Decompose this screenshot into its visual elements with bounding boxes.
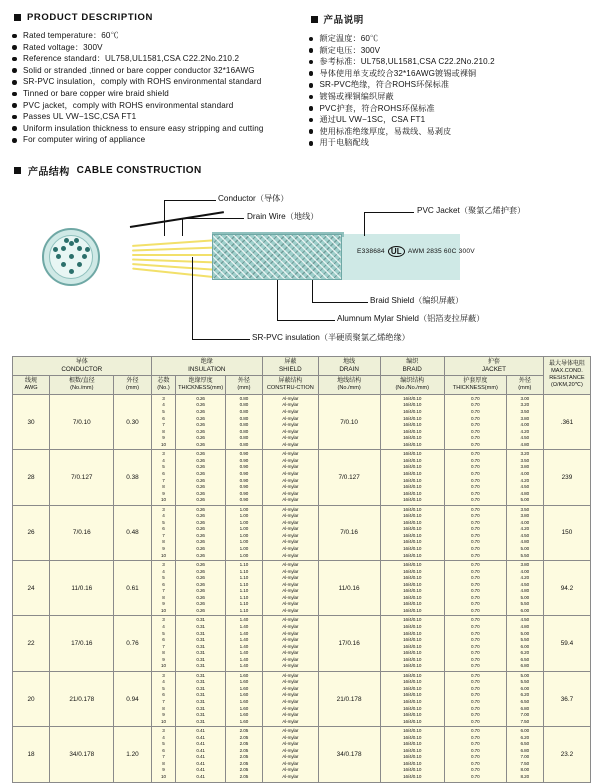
cell-conductor: 7/0.127: [50, 450, 114, 505]
leader-line: [182, 218, 183, 236]
group-header-insulation: 绝缘 INSULATION: [151, 356, 262, 375]
table-row: [13, 450, 591, 505]
leader-line: [312, 302, 368, 303]
cell-awg: 24: [13, 561, 50, 616]
cell-insulation-thickness: 0.26 0.26 0.26 0.26 0.26 0.26 0.26 0.26: [176, 394, 226, 449]
cell-awg: 18: [13, 727, 50, 782]
cell-braid: 16/4/0.10 16/4/0.10 16/4/0.10 16/4/0.10 16/4/0.10 16/4/0.10 16/4/0.10 16/4/0.10: [380, 727, 444, 782]
cell-cores: 3 4 5 6 7 8 9 10: [151, 727, 176, 782]
list-item: PVC护套，符合ROHS环保标准: [309, 103, 592, 115]
cell-braid: 16/4/0.10 16/4/0.10 16/4/0.10 16/4/0.10 16/4/0.10 16/4/0.10 16/4/0.10 16/4/0.10: [380, 616, 444, 671]
list-item: 导体使用单支或绞合32*16AWG镀锡或裸铜: [309, 68, 592, 80]
cell-cores: 3 4 5 6 7 8 9 10: [151, 450, 176, 505]
leader-line: [182, 218, 244, 219]
cell-awg: 30: [13, 394, 50, 449]
title-text-cn: 产品结构: [28, 166, 70, 178]
cell-drain: 11/0.16: [318, 561, 380, 616]
product-description-en-title: [14, 12, 295, 23]
cell-jacket-thickness: 0.70 0.70 0.70 0.70 0.70 0.70 0.70 0.70: [444, 450, 506, 505]
cell-resistance: 59.4: [543, 616, 590, 671]
cell-shield: Al-mylar Al-mylar Al-mylar Al-mylar Al-mylar Al-mylar Al-mylar Al-mylar: [262, 616, 318, 671]
cell-braid: 16/4/0.10 16/4/0.10 16/4/0.10 16/4/0.10 16/4/0.10 16/4/0.10 16/4/0.10 16/4/0.10: [380, 561, 444, 616]
col-jacket-od: 外径 (mm): [506, 375, 543, 394]
cross-section-inner: [49, 235, 93, 279]
cell-insulation-od: 0.80 0.80 0.80 0.80 0.80 0.80 0.80 0.80: [225, 394, 262, 449]
table-row: [13, 561, 591, 616]
cell-jacket-od: 6.00 6.20 6.50 6.80 7.00 7.50 8.00 8.20: [506, 727, 543, 782]
cell-resistance: 150: [543, 505, 590, 560]
cell-resistance: 239: [543, 450, 590, 505]
cell-cores: 3 4 5 6 7 8 9 10: [151, 616, 176, 671]
cell-jacket-od: 4.50 4.80 5.00 5.50 6.00 6.20 6.50 6.80: [506, 616, 543, 671]
leader-line: [312, 280, 313, 302]
cell-shield: Al-mylar Al-mylar Al-mylar Al-mylar Al-mylar Al-mylar Al-mylar Al-mylar: [262, 394, 318, 449]
cell-cores: 3 4 5 6 7 8 9 10: [151, 394, 176, 449]
col-conductor-construction: 根数/直径 (No./mm): [50, 375, 114, 394]
cell-braid: 16/4/0.10 16/4/0.10 16/4/0.10 16/4/0.10 16/4/0.10 16/4/0.10 16/4/0.10 16/4/0.10: [380, 671, 444, 726]
label-drain-wire: Drain Wire（地线）: [247, 211, 319, 221]
square-bullet-icon: [14, 14, 21, 21]
rating-text: AWM 2835 60C 300V: [407, 247, 475, 255]
cell-conductor-od: 0.94: [114, 671, 151, 726]
cell-jacket-thickness: 0.70 0.70 0.70 0.70 0.70 0.70 0.70 0.70: [444, 561, 506, 616]
list-item: 额定温度：60℃: [309, 33, 592, 45]
leader-line: [192, 257, 193, 339]
group-header-resistance: 最大导体电阻 MAX.COND. RESISTANCE (Ω/KM,20℃): [543, 356, 590, 394]
cell-conductor-od: 0.48: [114, 505, 151, 560]
label-sr-pvc-insulation: SR-PVC insulation（半硬质聚氯乙烯绝缘）: [252, 332, 410, 342]
leader-line: [192, 339, 250, 340]
label-braid-shield: Braid Shield（编织屏蔽）: [370, 295, 464, 305]
cell-resistance: 23.2: [543, 727, 590, 782]
cell-jacket-thickness: 0.70 0.70 0.70 0.70 0.70 0.70 0.70 0.70: [444, 505, 506, 560]
cell-conductor-od: 0.30: [114, 394, 151, 449]
cell-braid: 16/4/0.10 16/4/0.10 16/4/0.10 16/4/0.10 16/4/0.10 16/4/0.10 16/4/0.10 16/4/0.10: [380, 394, 444, 449]
cell-conductor: 7/0.16: [50, 505, 114, 560]
cell-conductor-od: 1.20: [114, 727, 151, 782]
col-awg: 线规 AWG: [13, 375, 50, 394]
leader-line: [164, 200, 165, 236]
list-item: SR-PVC绝缘，符合ROHS环保标准: [309, 79, 592, 91]
col-braid-construction: 编织结构 (No./No./mm): [380, 375, 444, 394]
list-item: Passes UL VW−1SC,CSA FT1: [12, 111, 295, 123]
table-row: [13, 505, 591, 560]
cell-awg: 20: [13, 671, 50, 726]
table-row: [13, 394, 591, 449]
cell-awg: 22: [13, 616, 50, 671]
col-cores: 芯数 (No.): [151, 375, 176, 394]
cell-conductor: 11/0.16: [50, 561, 114, 616]
leader-line: [364, 212, 365, 236]
cell-conductor: 17/0.16: [50, 616, 114, 671]
cell-conductor-od: 0.76: [114, 616, 151, 671]
cell-shield: Al-mylar Al-mylar Al-mylar Al-mylar Al-mylar Al-mylar Al-mylar Al-mylar: [262, 561, 318, 616]
product-description-cn-title: [311, 12, 592, 26]
description-en-column: [12, 10, 295, 149]
cable-diagram: [12, 182, 591, 350]
title-text-en: CABLE CONSTRUCTION: [76, 164, 202, 176]
cell-cores: 3 4 5 6 7 8 9 10: [151, 505, 176, 560]
cable-cross-section: [42, 228, 100, 286]
cell-shield: Al-mylar Al-mylar Al-mylar Al-mylar Al-mylar Al-mylar Al-mylar Al-mylar: [262, 671, 318, 726]
table-row: [13, 727, 591, 782]
list-item: For computer wiring of appliance: [12, 134, 295, 146]
cell-jacket-od: 3.80 4.00 4.20 4.50 4.80 5.00 5.50 6.00: [506, 561, 543, 616]
group-header-shield: 屏蔽 SHIELD: [262, 356, 318, 375]
list-item: 用于电脑配线: [309, 137, 592, 149]
list-item: Tinned or bare copper wire braid shield: [12, 88, 295, 100]
cell-jacket-od: 5.00 5.50 6.00 6.20 6.50 6.80 7.00 7.50: [506, 671, 543, 726]
cell-conductor-od: 0.38: [114, 450, 151, 505]
leader-line: [364, 212, 414, 213]
leader-line: [164, 200, 216, 201]
group-header-conductor: 导体 CONDUCTOR: [13, 356, 152, 375]
table-body: [13, 394, 591, 782]
title-text: PRODUCT DESCRIPTION: [27, 12, 153, 23]
cell-jacket-thickness: 0.70 0.70 0.70 0.70 0.70 0.70 0.70 0.70: [444, 394, 506, 449]
table-row: [13, 616, 591, 671]
table-column-header-row: [13, 375, 591, 394]
cell-jacket-thickness: 0.70 0.70 0.70 0.70 0.70 0.70 0.70 0.70: [444, 671, 506, 726]
cell-jacket-thickness: 0.70 0.70 0.70 0.70 0.70 0.70 0.70 0.70: [444, 727, 506, 782]
cell-shield: Al-mylar Al-mylar Al-mylar Al-mylar Al-mylar Al-mylar Al-mylar Al-mylar: [262, 505, 318, 560]
group-header-braid: 编织 BRAID: [380, 356, 444, 375]
square-bullet-icon: [14, 167, 21, 174]
col-shield-construction: 屏蔽结构 CONSTRU-CTION: [262, 375, 318, 394]
list-item: 额定电压：300V: [309, 45, 592, 57]
cell-insulation-od: 1.10 1.10 1.10 1.10 1.10 1.10 1.10 1.10: [225, 561, 262, 616]
cell-insulation-thickness: 0.31 0.31 0.31 0.31 0.31 0.31 0.31 0.31: [176, 671, 226, 726]
col-drain-construction: 地线结构 (No./mm): [318, 375, 380, 394]
list-item: 通过UL VW−1SC，CSA FT1: [309, 114, 592, 126]
table-row: [13, 671, 591, 726]
cell-jacket-od: 3.50 3.80 4.00 4.20 4.50 4.80 5.00 5.50: [506, 505, 543, 560]
list-item: Uniform insulation thickness to ensure easy stripping and cutting: [12, 123, 295, 135]
list-item: PVC jacket，comply with ROHS environmental standard: [12, 100, 295, 112]
conductor-bundle: [132, 234, 218, 280]
cell-awg: 28: [13, 450, 50, 505]
label-mylar-shield: Alumnum Mylar Shield（铝箔麦拉屏蔽）: [337, 313, 485, 323]
list-item: 参考标准：UL758,UL1581,CSA C22.2No.210.2: [309, 56, 592, 68]
cell-shield: Al-mylar Al-mylar Al-mylar Al-mylar Al-mylar Al-mylar Al-mylar Al-mylar: [262, 727, 318, 782]
file-number-text: E338684: [357, 247, 385, 255]
cell-insulation-od: 1.00 1.00 1.00 1.00 1.00 1.00 1.00 1.00: [225, 505, 262, 560]
list-item: SR-PVC insulation，comply with ROHS environmental standard: [12, 76, 295, 88]
braid-shield-layer: [212, 234, 342, 280]
cell-conductor: 21/0.178: [50, 671, 114, 726]
cell-drain: 34/0.178: [318, 727, 380, 782]
drain-wire-strand: [130, 211, 224, 228]
cell-insulation-od: 1.60 1.60 1.60 1.60 1.60 1.60 1.60 1.60: [225, 671, 262, 726]
leader-line: [277, 320, 335, 321]
cell-conductor: 7/0.10: [50, 394, 114, 449]
leader-line: [277, 280, 278, 320]
list-item: 镀锡或裸铜编织屏蔽: [309, 91, 592, 103]
table-group-header-row: [13, 356, 591, 375]
jacket-print-legend: [357, 246, 475, 257]
description-cn-list: [309, 33, 592, 149]
list-item: Rated temperature：60℃: [12, 30, 295, 42]
cable-construction-title: [14, 163, 591, 178]
title-text: 产品说明: [323, 15, 364, 26]
cell-resistance: 94.2: [543, 561, 590, 616]
col-insulation-thickness: 绝缘厚度 THICKNESS(mm): [176, 375, 226, 394]
cell-awg: 26: [13, 505, 50, 560]
cell-cores: 3 4 5 6 7 8 9 10: [151, 561, 176, 616]
cell-insulation-od: 0.90 0.90 0.90 0.90 0.90 0.90 0.90 0.90: [225, 450, 262, 505]
cell-shield: Al-mylar Al-mylar Al-mylar Al-mylar Al-mylar Al-mylar Al-mylar Al-mylar: [262, 450, 318, 505]
cell-conductor-od: 0.61: [114, 561, 151, 616]
description-en-list: [12, 30, 295, 146]
cell-drain: 7/0.127: [318, 450, 380, 505]
cell-resistance: 36.7: [543, 671, 590, 726]
cell-insulation-od: 2.05 2.05 2.05 2.05 2.05 2.05 2.05 2.05: [225, 727, 262, 782]
table-header: [13, 356, 591, 394]
cell-jacket-od: 3.00 3.20 3.50 3.80 4.00 4.20 4.50 4.80: [506, 394, 543, 449]
cell-insulation-od: 1.40 1.40 1.40 1.40 1.40 1.40 1.40 1.40: [225, 616, 262, 671]
specification-table: [12, 356, 591, 783]
cell-conductor: 34/0.178: [50, 727, 114, 782]
cell-braid: 16/4/0.10 16/4/0.10 16/4/0.10 16/4/0.10 16/4/0.10 16/4/0.10 16/4/0.10 16/4/0.10: [380, 505, 444, 560]
cell-cores: 3 4 5 6 7 8 9 10: [151, 671, 176, 726]
cell-jacket-thickness: 0.70 0.70 0.70 0.70 0.70 0.70 0.70 0.70: [444, 616, 506, 671]
square-bullet-icon: [311, 16, 318, 23]
cell-insulation-thickness: 0.26 0.26 0.26 0.26 0.26 0.26 0.26 0.26: [176, 505, 226, 560]
jacket-surface: [342, 234, 460, 280]
ul-logo-icon: UL: [388, 246, 405, 257]
list-item: Solid or stranded ,tinned or bare copper conductor 32*16AWG: [12, 65, 295, 77]
cell-drain: 21/0.178: [318, 671, 380, 726]
group-header-drain: 地线 DRAIN: [318, 356, 380, 375]
description-section: [12, 10, 591, 149]
label-pvc-jacket: PVC Jacket（聚氯乙烯护套）: [417, 205, 526, 215]
cell-insulation-thickness: 0.26 0.26 0.26 0.26 0.26 0.26 0.26 0.26: [176, 561, 226, 616]
group-header-jacket: 护套 JACKET: [444, 356, 543, 375]
cell-drain: 7/0.16: [318, 505, 380, 560]
list-item: Rated voltage：300V: [12, 42, 295, 54]
cell-jacket-od: 3.20 3.50 3.80 4.00 4.20 4.50 4.80 5.00: [506, 450, 543, 505]
list-item: Reference standard：UL758,UL1581,CSA C22.2No.210.2: [12, 53, 295, 65]
col-jacket-thickness: 护套厚度 THICKNESS(mm): [444, 375, 506, 394]
col-conductor-od: 外径 (mm): [114, 375, 151, 394]
cell-resistance: .361: [543, 394, 590, 449]
label-conductor: Conductor（导体）: [218, 193, 289, 203]
list-item: 使用标准绝缘厚度，易裁线、易剥皮: [309, 126, 592, 138]
cell-insulation-thickness: 0.41 0.41 0.41 0.41 0.41 0.41 0.41 0.41: [176, 727, 226, 782]
description-cn-column: [309, 10, 592, 149]
cell-insulation-thickness: 0.26 0.26 0.26 0.26 0.26 0.26 0.26 0.26: [176, 450, 226, 505]
cell-insulation-thickness: 0.31 0.31 0.31 0.31 0.31 0.31 0.31 0.31: [176, 616, 226, 671]
cell-drain: 7/0.10: [318, 394, 380, 449]
cell-drain: 17/0.16: [318, 616, 380, 671]
cell-braid: 16/4/0.10 16/4/0.10 16/4/0.10 16/4/0.10 16/4/0.10 16/4/0.10 16/4/0.10 16/4/0.10: [380, 450, 444, 505]
col-insulation-od: 外径 (mm): [225, 375, 262, 394]
